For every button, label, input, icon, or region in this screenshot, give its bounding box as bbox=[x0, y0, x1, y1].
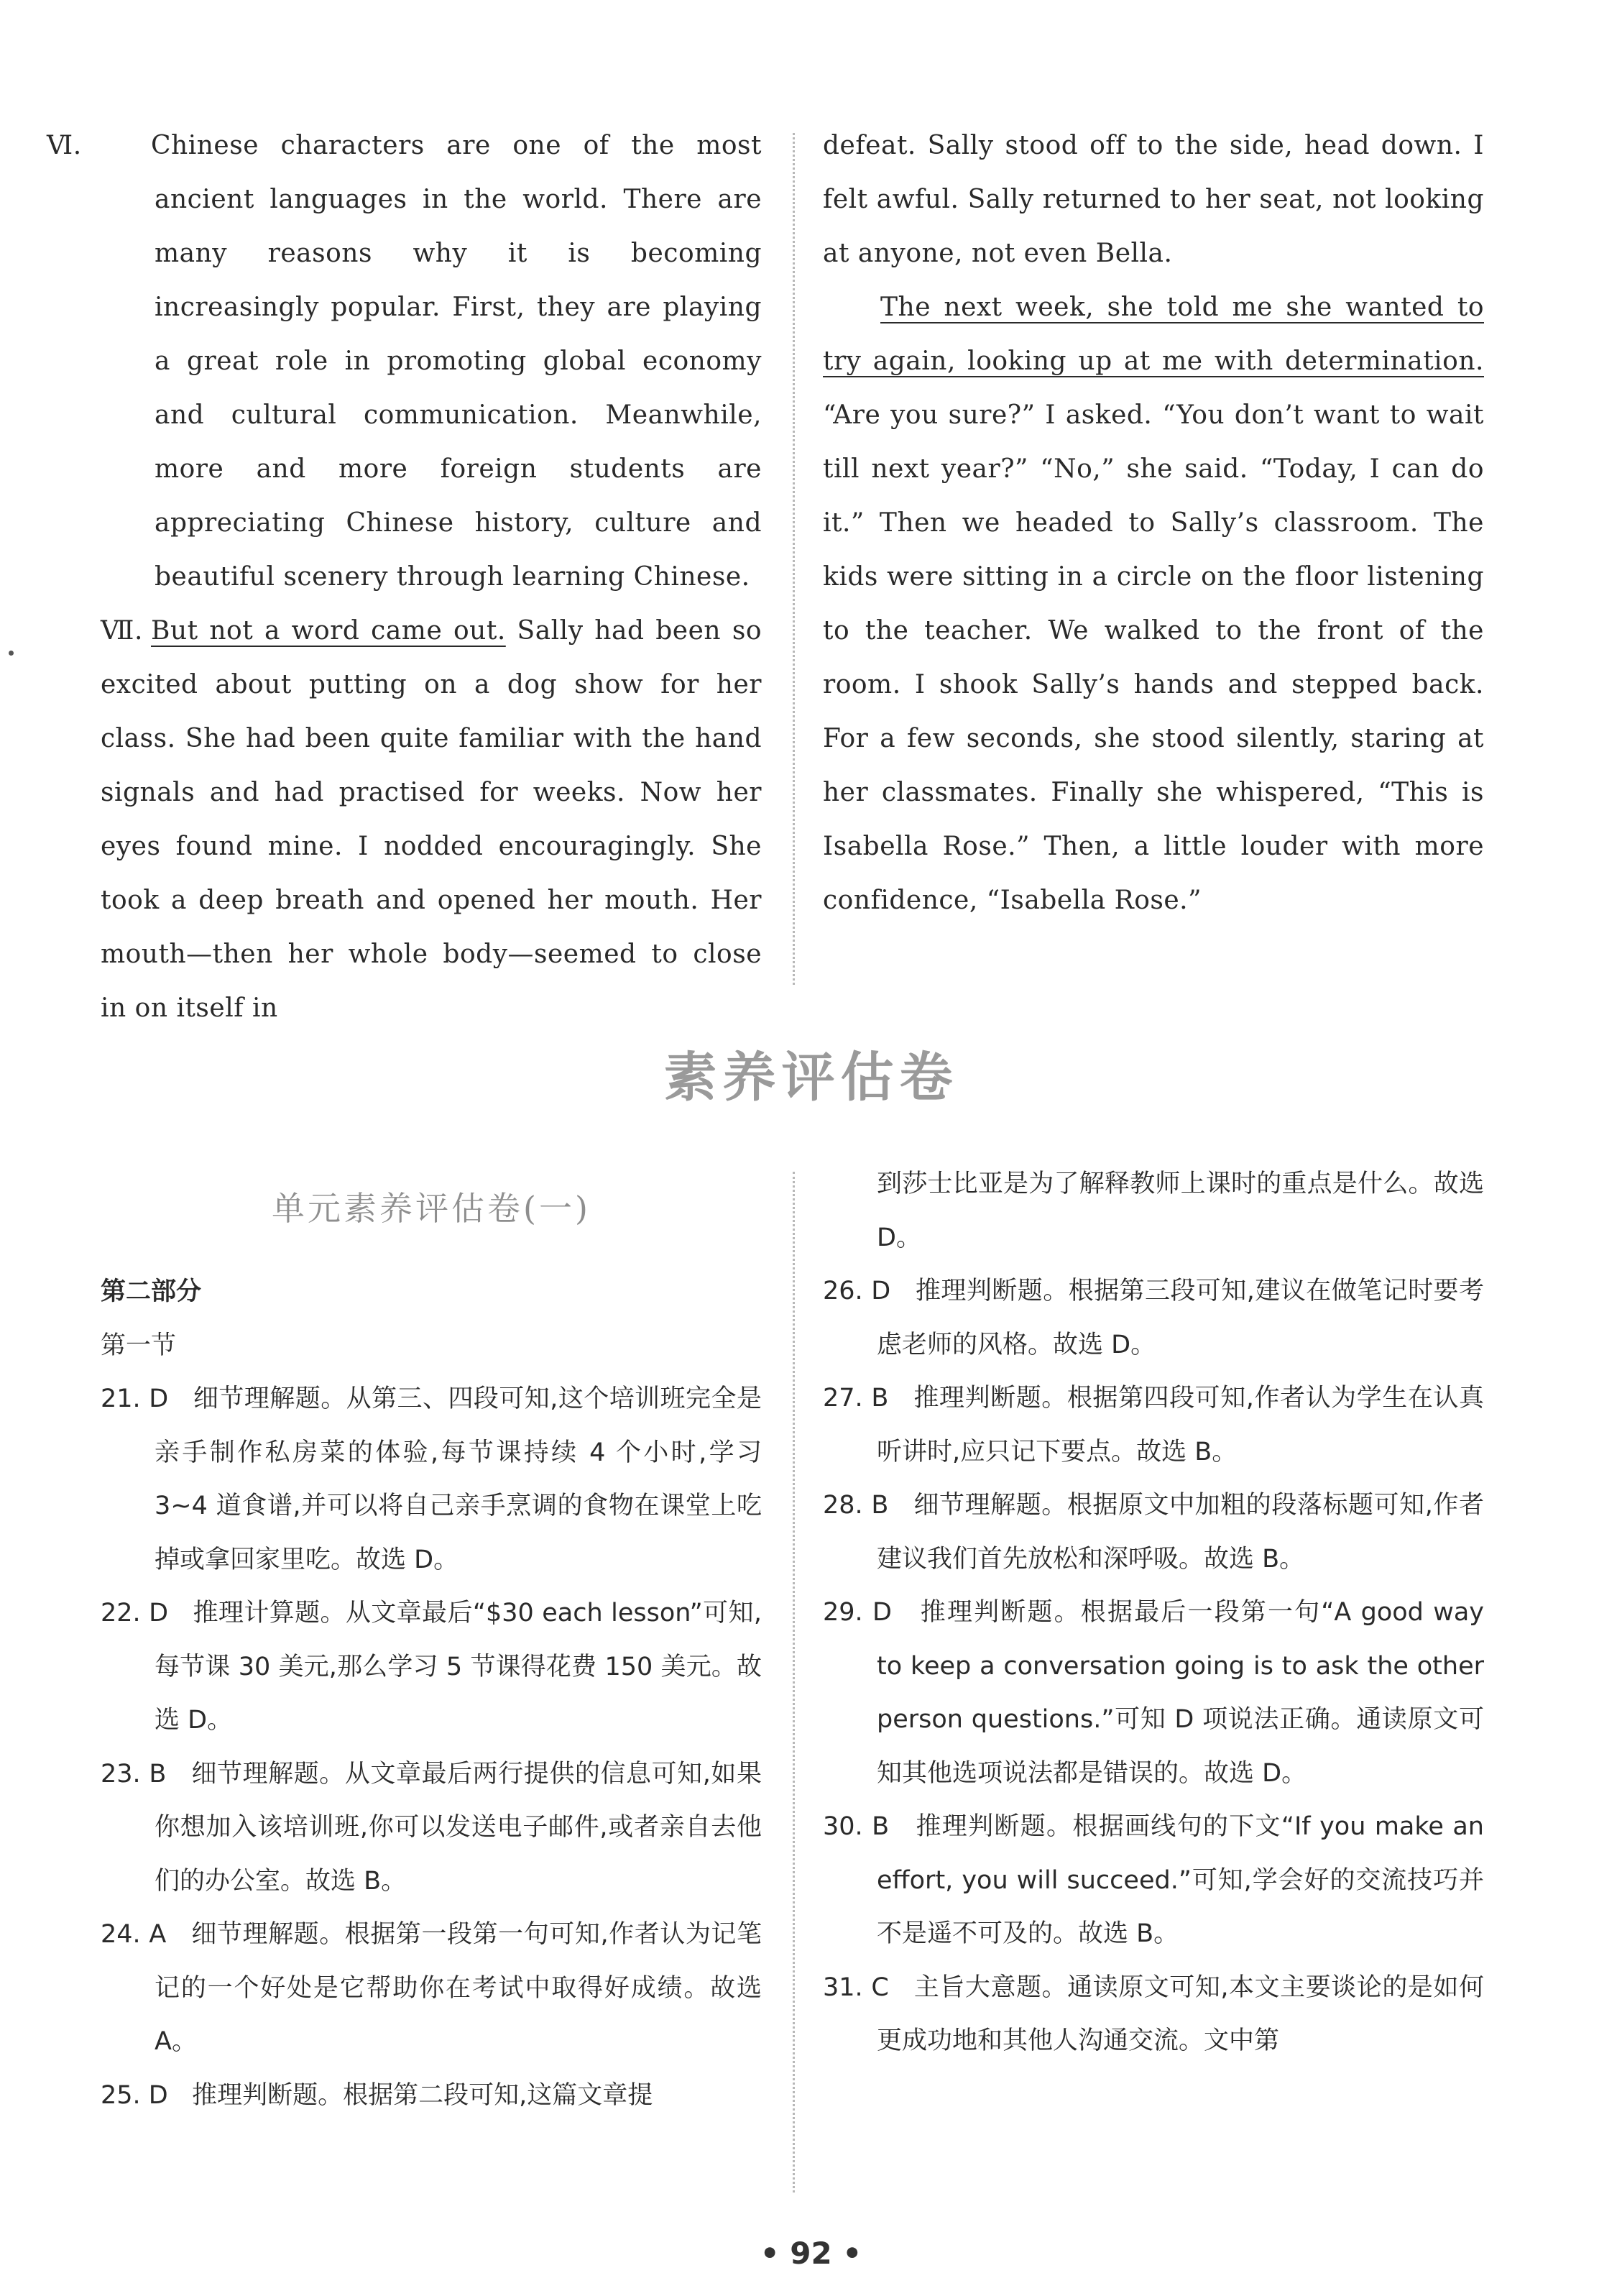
answer-text: 细节理解题。根据原文中加粗的段落标题可知,作者建议我们首先放松和深呼吸。故选 B。 bbox=[877, 1491, 1484, 1574]
section-heading: 第一节 bbox=[101, 1331, 177, 1360]
margin-mark bbox=[9, 651, 14, 656]
answer-item bbox=[823, 1800, 1484, 1961]
main-title: 素养评估卷 bbox=[663, 1047, 959, 1108]
section-vi-text: Chinese characters are one of the most ancient languages in the world. There are many reasons why it is becoming increasingly popular. First, they are playing a great role in promoting global economy and cultural communication. Meanwhile, more and more foreign students are appreciating Chinese history, culture and beautiful scenery through learning Chinese. bbox=[151, 131, 762, 592]
section-vii-text: Sally had been so excited about putting on a dog show for her class. She had been quite familiar with the hand signals and had practised for weeks. Now her eyes found mine. I nodded encouragingly. She took a deep breath and opened her mouth. Her mouth—then her whole body—seemed to close in on itself in bbox=[101, 616, 762, 1023]
story-paragraph-1: defeat. Sally stood off to the side, head down. I felt awful. Sally returned to her seat, not looking at anyone, not even Bella. bbox=[823, 131, 1484, 268]
answer-number: 30. B bbox=[823, 1812, 890, 1841]
answer-number: 26. D bbox=[823, 1277, 891, 1305]
english-left-column bbox=[47, 119, 762, 1035]
answer-text: 推理判断题。根据第二段可知,这篇文章提 bbox=[192, 2080, 653, 2110]
answer-text: 推理判断题。根据画线句的下文“If you make an effort, you will succeed.”可知,学会好的交流技巧并不是遥不可及的。故选 B。 bbox=[877, 1812, 1484, 1948]
column-divider-top bbox=[793, 133, 795, 985]
answer-number: 29. D bbox=[823, 1598, 892, 1627]
answer-item bbox=[823, 1586, 1484, 1800]
answers-right-column bbox=[823, 1157, 1484, 2068]
answers-left-column bbox=[101, 1265, 762, 2122]
answer-item bbox=[101, 1586, 762, 1748]
answer-text: 细节理解题。从文章最后两行提供的信息可知,如果你想加入该培训班,你可以发送电子邮件,或者亲自去他们的办公室。故选 B。 bbox=[155, 1759, 762, 1896]
section-vi-number: Ⅵ. bbox=[47, 131, 82, 160]
answer-item bbox=[823, 1961, 1484, 2068]
answer-number: 27. B bbox=[823, 1384, 889, 1413]
answer-item bbox=[823, 1264, 1484, 1372]
answer-number: 21. D bbox=[101, 1385, 169, 1413]
story-paragraph-2 bbox=[823, 280, 1484, 927]
section-vi bbox=[47, 119, 762, 604]
answer-item bbox=[823, 1372, 1484, 1479]
answer-number: 31. C bbox=[823, 1973, 889, 2002]
column-divider-bottom bbox=[793, 1172, 795, 2192]
section-vii bbox=[101, 604, 762, 1035]
answer-number: 23. B bbox=[101, 1759, 167, 1788]
answer-number: 24. A bbox=[101, 1920, 167, 1949]
answer-text: 推理判断题。根据最后一段第一句“A good way to keep a conversation going is to ask the other person questions.”可知 D 项说法正确。通读原文可知其他选项说法都是错误的。故选 D。 bbox=[877, 1598, 1484, 1788]
story-underlined-sentence: The next week, she told me she wanted to try again, looking up at me with determination. bbox=[823, 293, 1484, 376]
answer-text: 推理判断题。根据第三段可知,建议在做笔记时要考虑老师的风格。故选 D。 bbox=[877, 1277, 1484, 1359]
answer-item bbox=[101, 2069, 762, 2123]
answer-continuation: 到莎士比亚是为了解释教师上课时的重点是什么。故选 D。 bbox=[877, 1170, 1484, 1252]
english-right-column bbox=[823, 119, 1484, 927]
unit-subtitle: 单元素养评估卷(一) bbox=[272, 1189, 591, 1228]
answer-text: 推理计算题。从文章最后“$30 each lesson”可知,每节课 30 美元,那么学习 5 节课得花费 150 美元。故选 D。 bbox=[155, 1599, 762, 1735]
answer-number: 25. D bbox=[101, 2080, 168, 2110]
story-paragraph-2-text: “Are you sure?” I asked. “You don’t want to wait till next year?” “No,” she said. “Today, I can do it.” Then we headed to Sally’s classroom. The kids were sitting in a circle on the floor listening to the teacher. We walked to the front of the room. I shook Sally’s hands and stepped back. For a few seconds, she stood silently, staring at her classmates. Finally she whispered, “This is Isabella Rose.” Then, a little louder with more confidence, “Isabella Rose.” bbox=[823, 400, 1484, 915]
answer-text: 主旨大意题。通读原文可知,本文主要谈论的是如何更成功地和其他人沟通交流。文中第 bbox=[877, 1973, 1484, 2055]
section-vii-number: Ⅶ. bbox=[101, 616, 143, 646]
answer-text: 推理判断题。根据第四段可知,作者认为学生在认真听讲时,应只记下要点。故选 B。 bbox=[877, 1384, 1484, 1466]
answer-item bbox=[823, 1479, 1484, 1586]
section-vii-underlined: But not a word came out. bbox=[151, 616, 506, 646]
answer-item bbox=[101, 1372, 762, 1586]
page-number: • 92 • bbox=[760, 2236, 862, 2271]
part-heading: 第二部分 bbox=[101, 1277, 202, 1306]
answer-text: 细节理解题。根据第一段第一句可知,作者认为记笔记的一个好处是它帮助你在考试中取得好成绩。故选 A。 bbox=[155, 1920, 762, 2056]
answer-item bbox=[101, 1908, 762, 2069]
answer-item bbox=[101, 1748, 762, 1909]
answer-number: 28. B bbox=[823, 1491, 889, 1520]
answer-text: 细节理解题。从第三、四段可知,这个培训班完全是亲手制作私房菜的体验,每节课持续 4 个小时,学习 3~4 道食谱,并可以将自己亲手烹调的食物在课堂上吃掉或拿回家里吃。故选 D。 bbox=[155, 1385, 762, 1574]
answer-number: 22. D bbox=[101, 1599, 169, 1627]
